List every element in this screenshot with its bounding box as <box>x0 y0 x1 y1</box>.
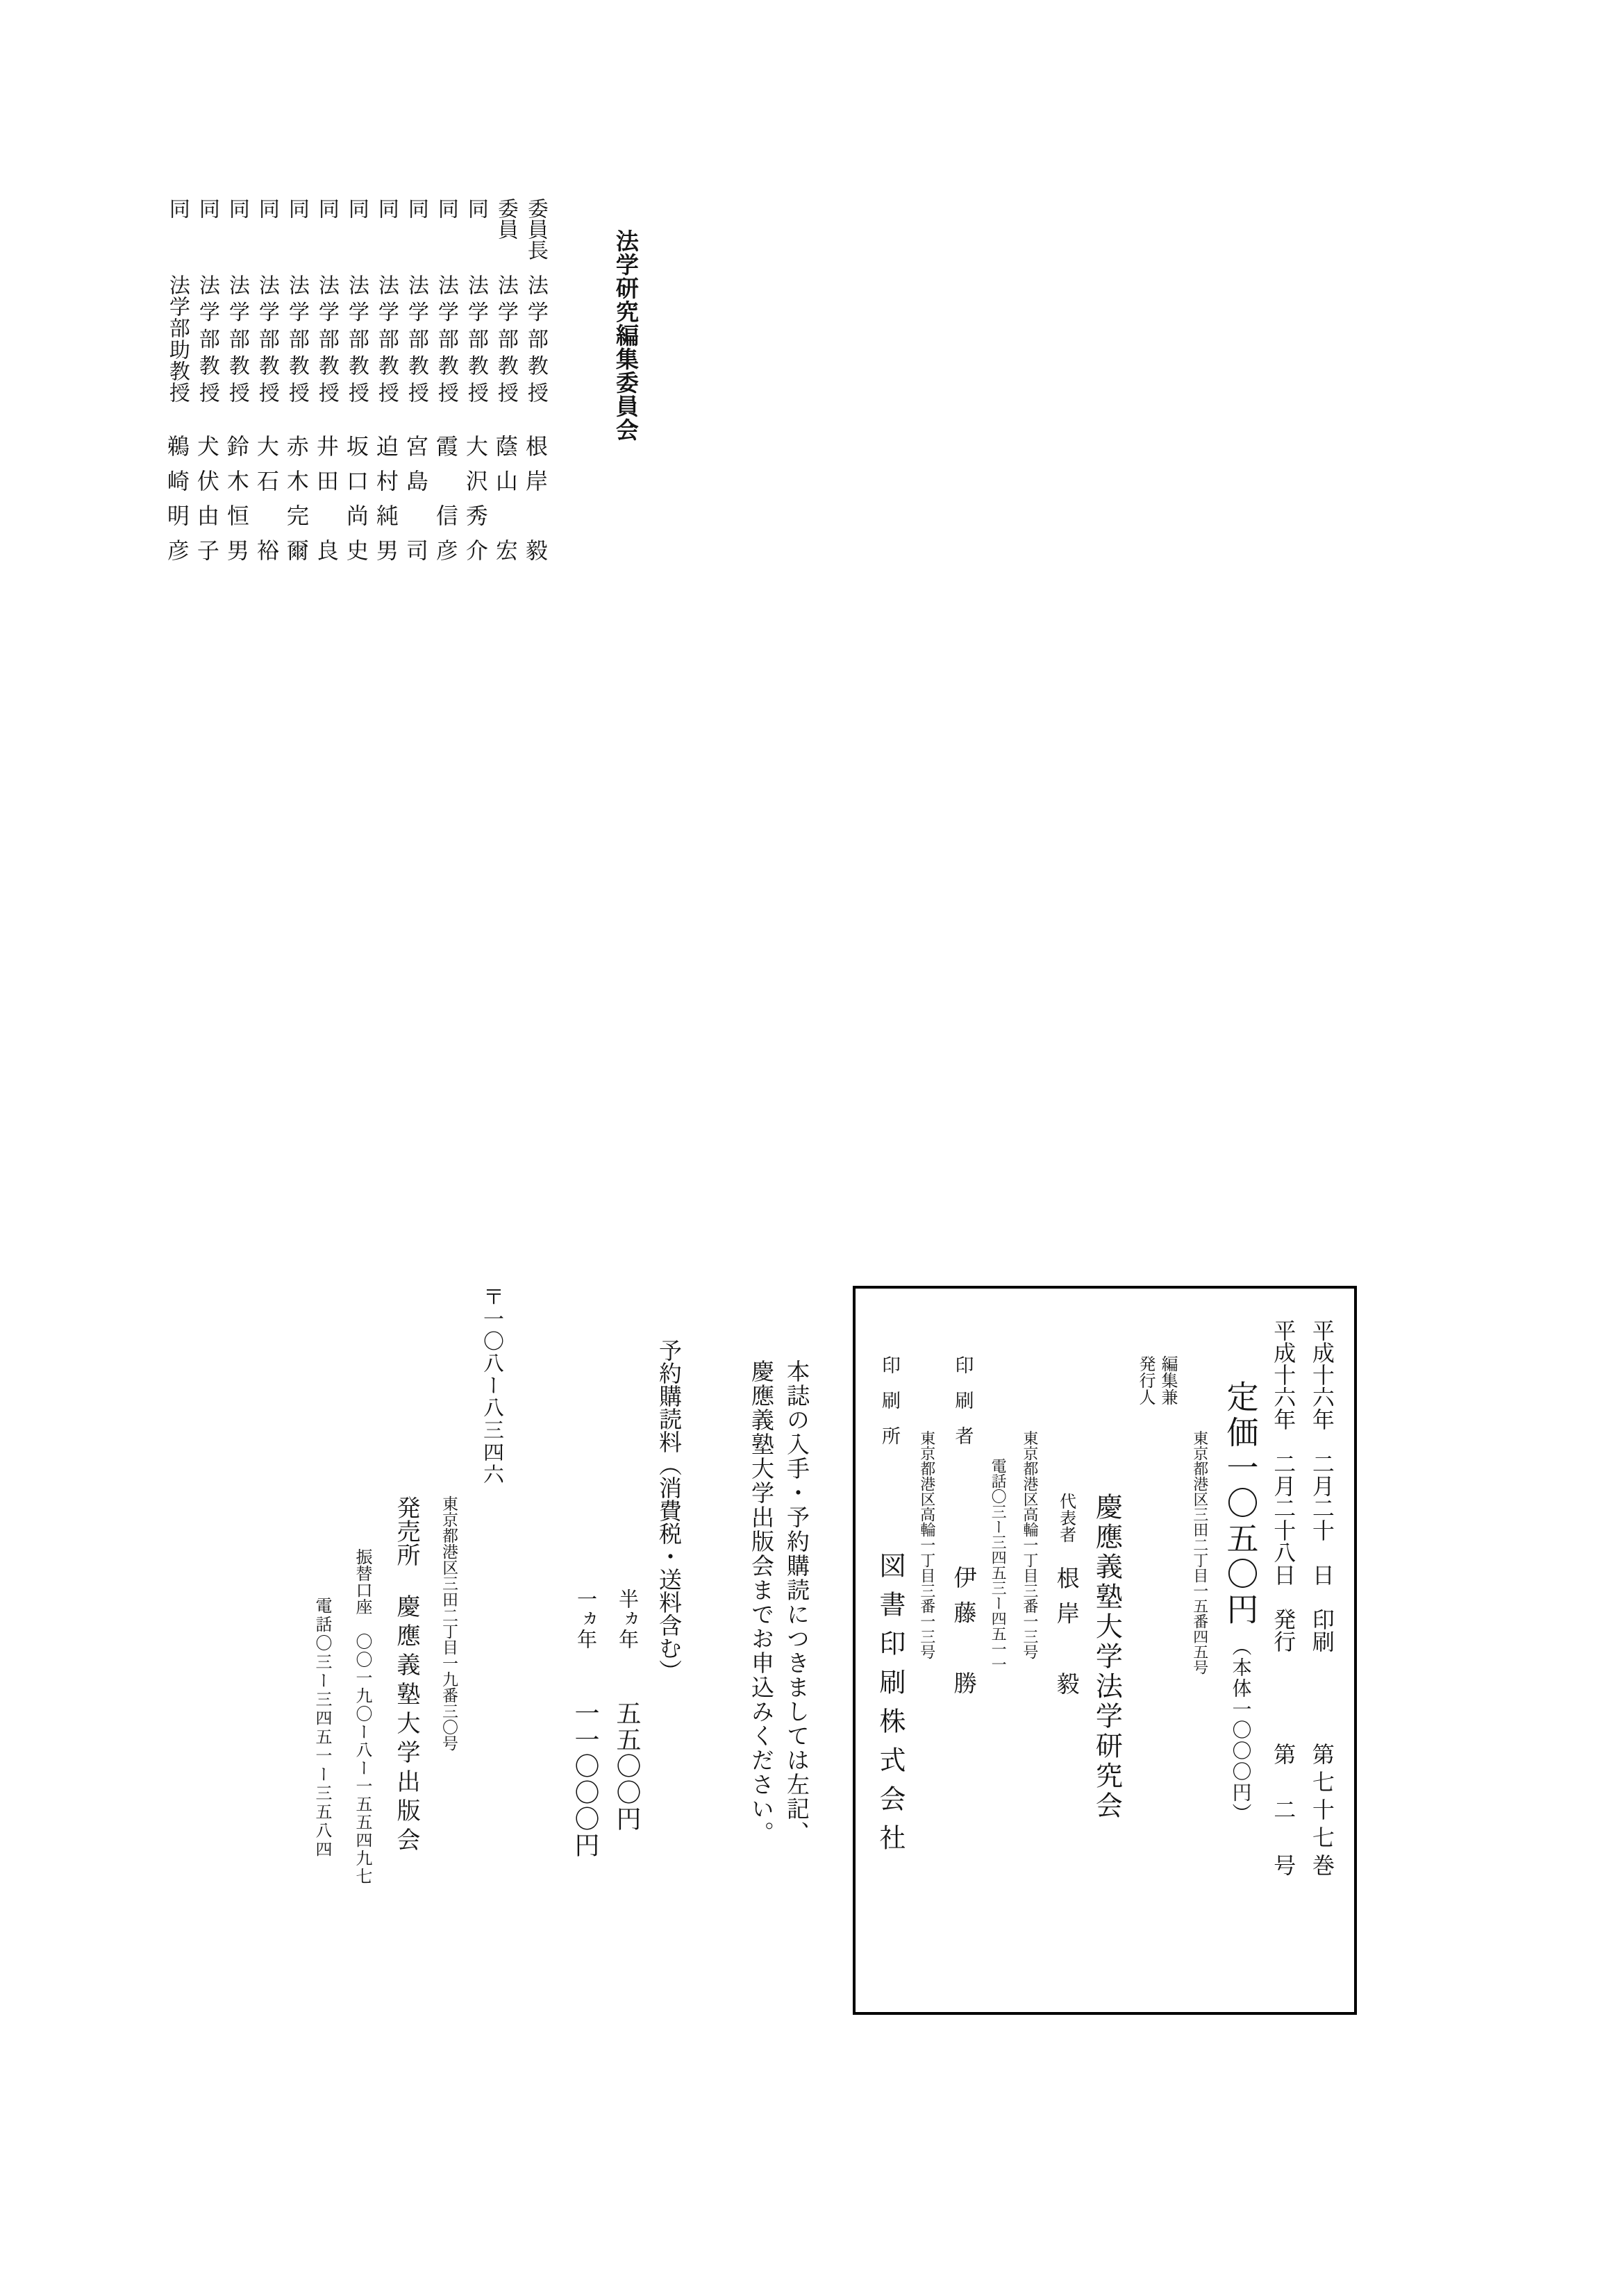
committee-section <box>166 198 651 561</box>
committee-member <box>524 198 547 561</box>
seller-label: 発売所 <box>393 1495 419 1566</box>
representative-label: 代表者 <box>1056 1493 1075 1543</box>
press-address: 東京都港区高輪一丁目三番一三号 <box>918 1430 936 1659</box>
colophon-box-inner <box>856 1289 1354 2012</box>
committee-member <box>375 198 397 561</box>
committee-member <box>462 198 488 561</box>
press-name: 図書印刷株式会社 <box>875 1552 904 1863</box>
member-post: 法学部助教授 <box>165 274 189 403</box>
printer-name: 伊藤 勝 <box>950 1566 976 1694</box>
member-role: 委員長 <box>524 198 547 260</box>
member-role: 同 <box>255 198 278 219</box>
printer-column <box>951 1319 974 1694</box>
half-year-column <box>615 1339 640 1859</box>
member-name: 坂口尚史 <box>343 435 369 561</box>
volume-number: 第七十七巻 <box>1309 1743 1335 1882</box>
committee-member <box>405 198 427 561</box>
printer-address: 東京都港区高輪一丁目三番一三号 <box>1021 1430 1039 1659</box>
distributor-section <box>313 1286 501 1886</box>
member-name: 赤木完爾 <box>283 435 309 561</box>
issue-date-column <box>1272 1319 1294 1882</box>
member-role: 同 <box>195 198 219 219</box>
one-year-label: 一ヵ年 <box>574 1589 597 1649</box>
member-post: 法学部教授 <box>374 274 398 403</box>
transfer-number: 〇〇一九〇ー八ー一五五四九七 <box>353 1633 371 1886</box>
member-role: 同 <box>464 198 487 219</box>
purchase-notice <box>749 1359 807 1845</box>
publisher-role-label <box>1137 1319 1176 1405</box>
committee-member <box>253 198 279 561</box>
member-post: 法学部教授 <box>494 274 517 403</box>
member-role: 委員 <box>494 198 517 240</box>
member-role: 同 <box>404 198 428 219</box>
press-column <box>876 1319 903 1863</box>
committee-member <box>196 198 218 561</box>
committee-member <box>315 198 337 561</box>
member-post: 法学部教授 <box>255 274 278 403</box>
committee-title: 法学研究編集委員会 <box>612 229 637 442</box>
member-role: 同 <box>285 198 308 219</box>
price: 定価一〇五〇円 <box>1222 1380 1258 1628</box>
member-post: 法学部教授 <box>524 274 547 403</box>
member-role: 同 <box>344 198 368 219</box>
notice-line-2: 慶應義塾大学出版会までお申込みください。 <box>748 1359 773 1845</box>
notice-line-1: 本誌の入手・予約購読につきましては左記、 <box>783 1359 808 1845</box>
member-name: 犬伏由子 <box>194 435 219 561</box>
publisher-role-right: 編集兼 <box>1158 1355 1177 1405</box>
printer-label: 印刷者 <box>952 1355 974 1461</box>
member-role: 同 <box>374 198 398 219</box>
member-name: 大沢秀介 <box>462 435 488 561</box>
half-year-label: 半ヵ年 <box>616 1589 638 1649</box>
member-post: 法学部教授 <box>404 274 428 403</box>
one-year-column <box>573 1339 598 1859</box>
member-name: 霞 信彦 <box>433 435 458 561</box>
price-note: （本体一〇〇〇円） <box>1229 1636 1251 1824</box>
member-name: 根岸 毅 <box>522 435 548 561</box>
member-role: 同 <box>434 198 458 219</box>
member-post: 法学部教授 <box>464 274 487 403</box>
one-year-price: 一一〇〇〇円 <box>572 1700 599 1859</box>
half-year-price: 五五〇〇円 <box>613 1700 641 1832</box>
printer-phone: 電話〇三ー三四五三ー四五一一 <box>990 1458 1008 1672</box>
publisher-address: 東京都港区三田二丁目一五番四五号 <box>1191 1430 1209 1675</box>
committee-member <box>166 198 188 561</box>
member-post: 法学部教授 <box>315 274 338 403</box>
colophon-box <box>853 1286 1357 2015</box>
postal-code: 〒一〇八ー八三四六 <box>480 1286 503 1486</box>
publisher-name: 慶應義塾大学法学研究会 <box>1092 1493 1122 1821</box>
member-name: 井田 良 <box>313 435 339 561</box>
member-post: 法学部教授 <box>285 274 308 403</box>
issue-number: 第 二 号 <box>1271 1743 1296 1882</box>
committee-member <box>435 198 457 561</box>
price-column <box>1224 1319 1256 1824</box>
print-date: 平成十六年 二月二十 日 印刷 <box>1309 1319 1335 1652</box>
member-role: 同 <box>225 198 249 219</box>
fee-title: 予約購読料（消費税・送料含む） <box>656 1339 681 1682</box>
committee-member <box>345 198 367 561</box>
representative-column <box>1054 1319 1077 1695</box>
committee-member <box>285 198 308 561</box>
member-post: 法学部教授 <box>225 274 249 403</box>
member-role: 同 <box>315 198 338 219</box>
transfer-column <box>353 1286 370 1886</box>
member-name: 宮島 司 <box>403 435 428 561</box>
representative-name: 根岸 毅 <box>1053 1566 1078 1695</box>
print-date-column <box>1311 1319 1333 1882</box>
committee-member <box>494 198 517 561</box>
press-label: 印刷所 <box>879 1355 900 1461</box>
committee-member <box>226 198 248 561</box>
member-name: 蔭山 宏 <box>492 435 518 561</box>
distributor-address: 東京都港区三田二丁目一九番三〇号 <box>440 1495 458 1751</box>
member-name: 大石 裕 <box>253 435 279 561</box>
issue-date: 平成十六年 二月二十八日 発行 <box>1271 1319 1296 1652</box>
seller-column <box>394 1286 417 1886</box>
subscription-fees <box>573 1339 679 1859</box>
seller-name: 慶應義塾大学出版会 <box>393 1594 419 1857</box>
publisher-role-left: 発行人 <box>1136 1355 1155 1405</box>
distributor-phone: 電話〇三ー三四五一ー三五八四 <box>312 1597 331 1859</box>
member-post: 法学部教授 <box>344 274 368 403</box>
member-name: 迫村純男 <box>373 435 399 561</box>
member-post: 法学部教授 <box>195 274 219 403</box>
member-name: 鈴木恒男 <box>224 435 249 561</box>
transfer-label: 振替口座 <box>353 1548 371 1615</box>
committee-members <box>166 198 547 561</box>
member-name: 鵜崎明彦 <box>164 435 190 561</box>
member-role: 同 <box>165 198 189 219</box>
member-post: 法学部教授 <box>434 274 458 403</box>
